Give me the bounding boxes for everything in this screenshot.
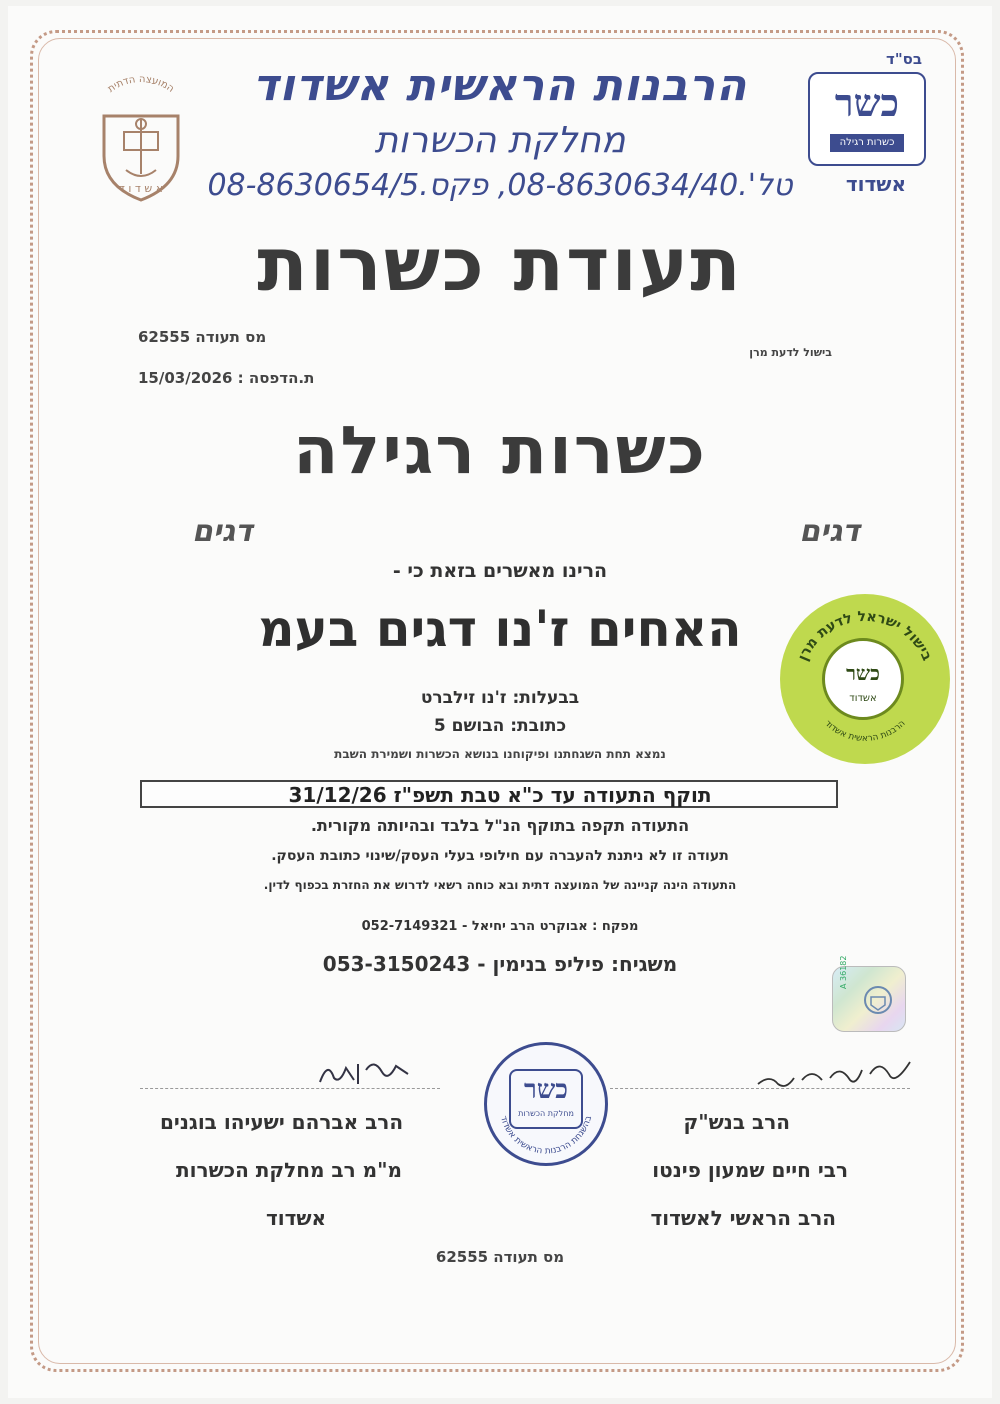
signatory-right-line1: הרב בנש"ק — [683, 1110, 790, 1134]
signatory-right-line3: הרב הראשי לאשדוד — [650, 1206, 836, 1230]
inspector-line: מפקח : אבוקרט הרב יחיאל - 052-7149321 — [361, 919, 639, 934]
bishul-note: בישול לדעת מרן — [749, 346, 832, 359]
signature-line-left — [140, 1088, 440, 1090]
kosher-logo-word: כשר — [834, 80, 900, 125]
supervision-text: נמצא תחת השגחתנו ופיקוחנו בנושא הכשרות ושמירת השבת — [334, 747, 666, 761]
seal-word: כשר — [524, 1075, 568, 1105]
signatory-left-line1: הרב אברהם ישעיהו בוגנים — [160, 1110, 404, 1134]
signatory-left-line3: אשדוד — [266, 1206, 327, 1230]
owner-line: בבעלות: ז'נו זילברט — [420, 688, 580, 708]
address-line: כתובת: הבושם 5 — [433, 716, 567, 736]
seal-band: מחלקת הכשרות — [518, 1109, 574, 1118]
certificate-number-bottom: מס תעודה 62555 — [435, 1248, 565, 1266]
certificate-number-top: מס תעודה 62555 — [138, 328, 267, 346]
hologram-sticker — [832, 955, 906, 1032]
crest-arc-text: המועצה הדתית — [105, 74, 177, 95]
bishul-israel-sticker — [780, 594, 950, 764]
bsd-mark: בס"ד — [886, 50, 922, 68]
confirmation-text: הרינו מאשרים בזאת כי - — [392, 560, 608, 582]
category-left: דגים — [192, 514, 253, 549]
signatory-left-line2: מ"מ רב מחלקת הכשרות — [176, 1158, 402, 1182]
sticker-word: כשר — [846, 661, 880, 685]
seal-arc-text: בהשגחת הרבנות הראשית אשדוד — [497, 1114, 595, 1157]
category-right: דגים — [799, 514, 860, 549]
mashgiach-line: משגיח: פיליפ בנימין - 053-3150243 — [322, 952, 678, 976]
sticker-center — [822, 638, 904, 720]
note-valid-original: התעודה תקפה בתוקף הנ"ל בלבד ובהיותה מקורית. — [310, 816, 690, 835]
signatory-right-line2: רבי חיים שמעון פינטו — [652, 1158, 848, 1182]
sticker-arc-text: בישול ישראל לדעת מרן — [794, 608, 935, 664]
print-date: ת.הדפסה : 15/03/2026 — [138, 369, 315, 387]
crest-city-text: א ש ד ו ד — [118, 182, 164, 195]
note-not-transferable: תעודה זו לא ניתנת להעברה עם חילופי בעלי העסק/שינוי כתובת העסק. — [271, 848, 729, 864]
svg-text:הרבנות הראשית אשדוד — [822, 719, 907, 744]
certificate-title: תעודת כשרות — [257, 222, 743, 308]
kosher-logo-city: אשדוד — [845, 172, 906, 196]
sticker-city: אשדוד — [849, 693, 877, 704]
signature-left-icon — [314, 1054, 414, 1090]
signature-line-right — [610, 1088, 910, 1090]
rabbinate-seal — [484, 1042, 608, 1166]
sticker-bottom-text: הרבנות הראשית אשדוד — [822, 718, 908, 744]
hologram-code: A 36182 — [839, 955, 848, 989]
kosher-logo-band: כשרות רגילה — [830, 134, 904, 152]
validity-text: תוקף התעודה עד כ"א טבת תשפ"ז 31/12/26 — [288, 783, 712, 807]
seal-center — [509, 1069, 583, 1129]
kashrut-type: כשרות רגילה — [293, 412, 707, 489]
rabbinate-heading: הרבנות הראשית אשדוד — [252, 60, 748, 111]
contact-phones: טל'.08-8630634/40, פקס.08-8630654/5 — [207, 168, 793, 203]
note-property: התעודה הינה קניינה של המועצה דתית ובא כוחה רשאי לדרוש את החזרת בכפוף לדין. — [263, 878, 737, 892]
business-name: האחים ז'נו דגים בעמ — [258, 600, 742, 658]
hologram-seal-icon — [863, 985, 893, 1015]
department-heading: מחלקת הכשרות — [374, 120, 626, 161]
